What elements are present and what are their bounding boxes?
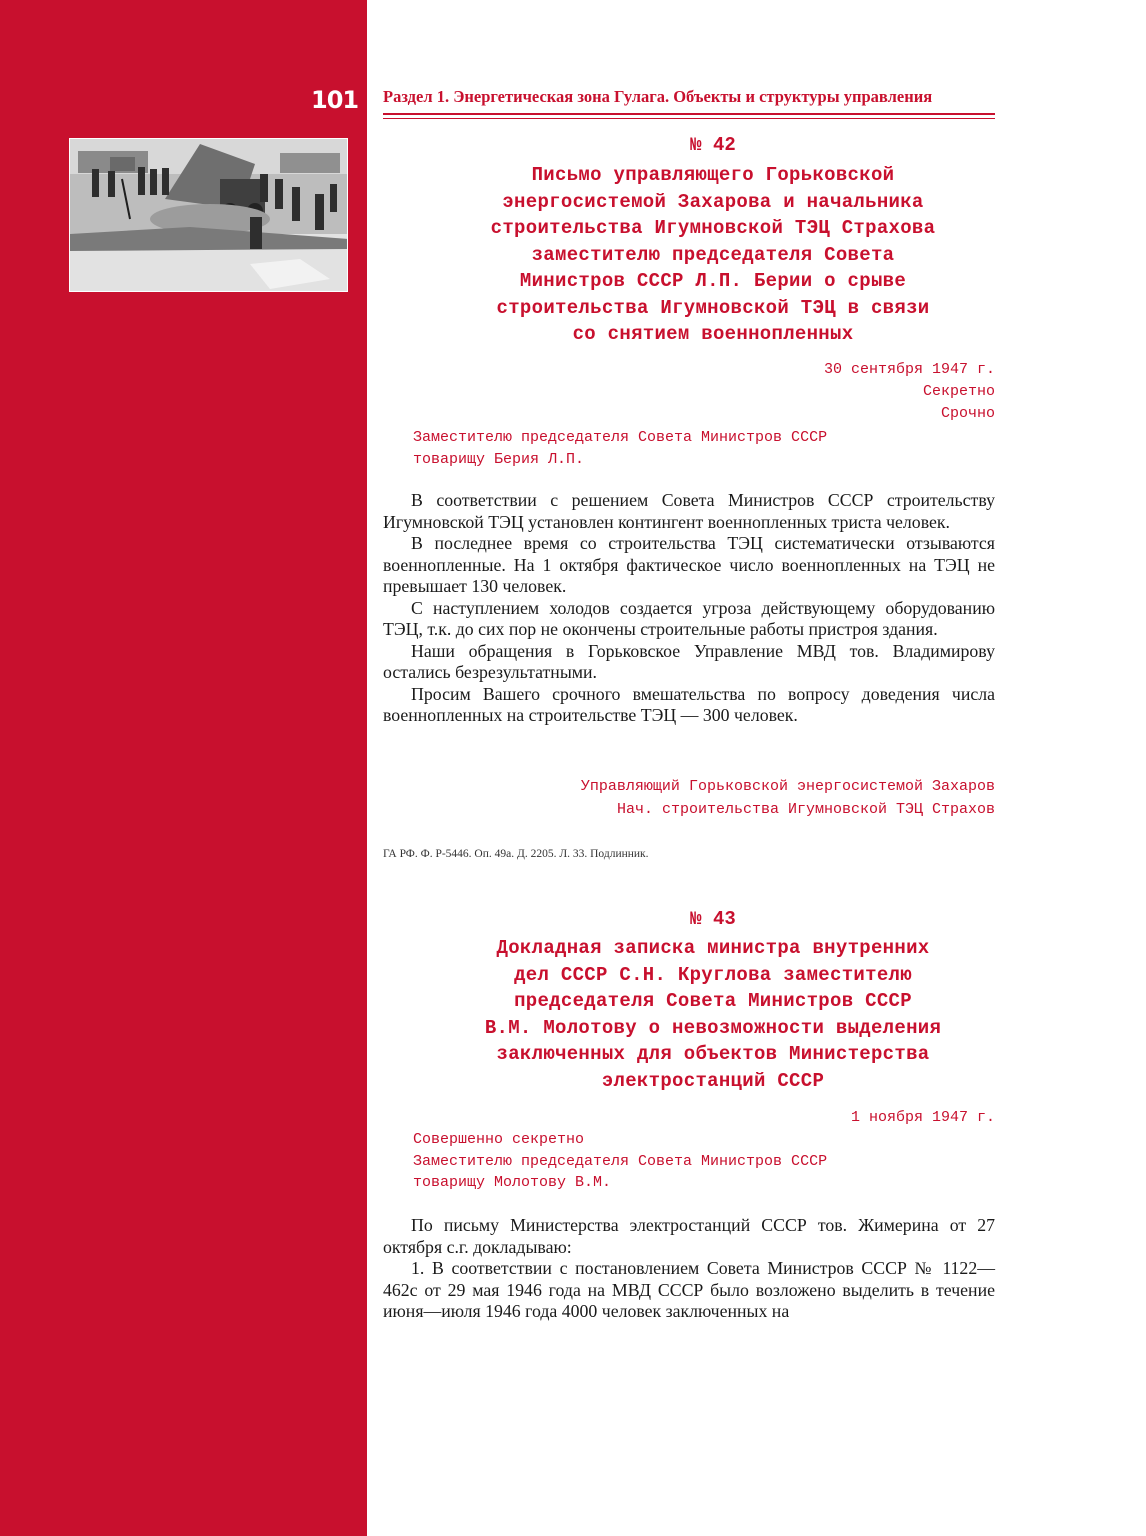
doc-42-addressee: [413, 427, 827, 470]
page-number: 101: [311, 86, 359, 114]
doc-42-title-line: со снятием военнопленных: [572, 323, 854, 345]
doc-43-paragraph: По письму Министерства электростанций СССР тов. Жимерина от 27 октября с.г. докладываю:: [383, 1215, 995, 1257]
doc-42-source: ГА РФ. Ф. Р-5446. Оп. 49а. Д. 2205. Л. 33. Подлинник.: [383, 848, 649, 860]
section-header: Раздел 1. Энергетическая зона Гулага. Объекты и структуры управления: [383, 87, 933, 106]
doc-42-number: № 42: [690, 134, 736, 156]
doc-42-urgency: Срочно: [940, 405, 995, 422]
doc-42-date: 30 сентября 1947 г.: [823, 361, 995, 378]
doc-43-date: 1 ноября 1947 г.: [850, 1109, 995, 1126]
doc-43-title-line: дел СССР С.Н. Круглова заместителю: [514, 963, 912, 986]
doc-42-addressee-line: товарищу Берия Л.П.: [413, 450, 585, 468]
doc-42-paragraph: Наши обращения в Горьковское Управление МВД тов. Владимирову остались безрезультатными.: [383, 640, 995, 682]
doc-42-title-line: энергосистемой Захарова и начальника: [502, 190, 924, 213]
doc-42-signature-1: Управляющий Горьковской энергосистемой Захаров: [580, 778, 995, 795]
archival-photo: [69, 138, 348, 292]
doc-42-title-line: Министров СССР Л.П. Берии о срыве: [519, 270, 907, 292]
doc-43-title: [383, 935, 1043, 1094]
doc-43-title-line: электростанций СССР: [601, 1069, 825, 1092]
doc-42-paragraph: В соответствии с решением Совета Министров СССР строительству Игумновской ТЭЦ установлен контингент военнопленных триста человек.: [383, 490, 995, 532]
doc-42-title-line: строительства Игумновской ТЭЦ Страхова: [490, 217, 936, 239]
doc-43-addressee-line: Совершенно секретно: [413, 1131, 585, 1148]
header-rule-thin: [383, 118, 995, 119]
doc-42-title-line: заместителю председателя Совета: [531, 243, 895, 266]
doc-43-body: [383, 1215, 995, 1323]
doc-43-title-line: заключенных для объектов Министерства: [496, 1043, 930, 1065]
doc-42-title-line: Письмо управляющего Горьковской: [531, 164, 895, 186]
doc-42-classification: Секретно: [922, 383, 995, 400]
doc-42-paragraph: С наступлением холодов создается угроза действующему оборудованию ТЭЦ, т.к. до сих пор не окончены строительные работы пристроя здания.: [383, 597, 995, 639]
doc-42-addressee-line: Заместителю председателя Совета Министров СССР: [413, 429, 828, 446]
doc-42-title: [383, 162, 1043, 348]
doc-42-paragraph: В последнее время со строительства ТЭЦ систематически отзываются военнопленные. На 1 октября фактическое число военнопленных на ТЭЦ не превышает 130 человек.: [383, 533, 995, 596]
doc-43-paragraph: 1. В соответствии с постановлением Совета Министров СССР № 1122—462с от 29 мая 1946 года на МВД СССР было возложено выделить в течение июня—июля 1946 года 4000 человек заключенных на: [383, 1258, 995, 1321]
doc-43-title-line: Докладная записка министра внутренних: [496, 937, 930, 959]
doc-42-title-line: строительства Игумновской ТЭЦ в связи: [496, 296, 930, 319]
doc-42-body: [383, 490, 995, 727]
doc-43-addressee: [413, 1129, 827, 1194]
doc-42-signature-2: Нач. строительства Игумновской ТЭЦ Страхов: [616, 801, 995, 818]
doc-42-paragraph: Просим Вашего срочного вмешательства по вопросу доведения числа военнопленных на строительстве ТЭЦ — 300 человек.: [383, 683, 995, 725]
doc-43-addressee-line: Заместителю председателя Совета Министров СССР: [413, 1152, 828, 1170]
doc-43-title-line: В.М. Молотову о невозможности выделения: [484, 1016, 942, 1039]
doc-43-number: № 43: [690, 908, 736, 930]
header-rule: [383, 113, 995, 115]
doc-43-title-line: председателя Совета Министров СССР: [514, 990, 912, 1012]
doc-43-addressee-line: товарищу Молотову В.М.: [413, 1174, 612, 1191]
